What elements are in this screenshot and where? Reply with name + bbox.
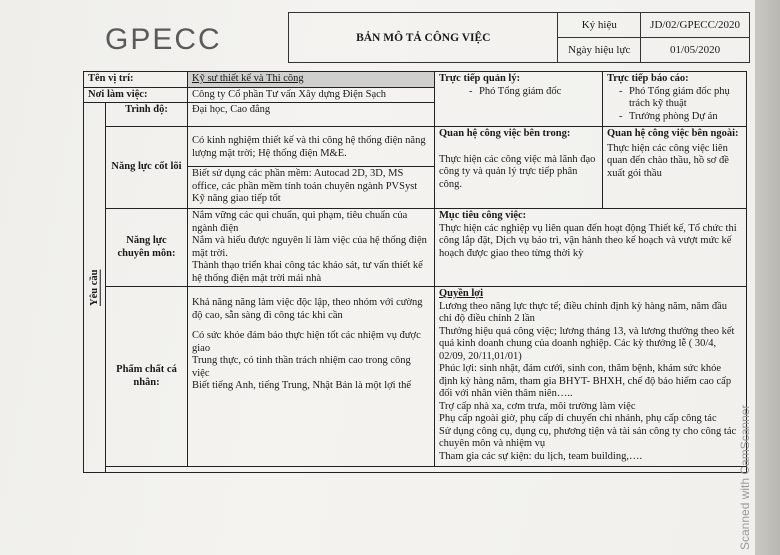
internal-relations-cell [435,127,603,209]
objective-label: Mục tiêu công việc: [439,210,527,221]
direct-report-item: - Trưởng phòng Dự án [629,111,742,124]
professional-line: Thành thạo triển khai công tác khảo sát, tư vấn thiết kế hệ thống điện mặt trời mái nhà [192,260,423,284]
external-text: Thực hiện các công việc liên quan đến chào thầu, hồ sơ đề xuất gói thầu [607,142,729,179]
benefit-line: Thưởng hiệu quả công việc; lương tháng 13, và lương thưởng theo kết quả kinh doanh chung của doanh nghiệp. Các kỳ thưởng lễ ( 30/4, 02/09, 20/11,01/01) [439,325,735,362]
camscanner-watermark: Scanned with CamScanner [738,404,752,550]
gpecc-logo [97,21,267,55]
quality-line: Biết tiếng Anh, tiếng Trung, Nhật Bản là một lợi thế [192,380,412,391]
benefit-line: Trợ cấp nhà xa, cơm trưa, môi trường làm việc [439,400,636,412]
workplace-value: Công ty Cổ phần Tư vấn Xây dựng Điện Sạch [188,87,435,103]
core-line: Kỹ năng giao tiếp tốt [192,193,281,204]
direct-report-list [607,86,742,124]
objective-text: Thực hiện các nghiệp vụ liên quan đến hoạt động Thiết kế, Tổ chức thi công lắp đặt, Dịch vụ bảo trì, vận hành theo kế hoạch và vượt mức kế hoạch được giao theo từng thời kỳ [439,222,737,259]
internal-label: Quan hệ công việc bên trong: [439,128,571,139]
position-label: Tên vị trí: [84,72,188,88]
benefit-line: Lương theo năng lực thực tế; điều chỉnh định kỳ hàng năm, năm đầu chỉ độ điều chỉnh 2 lần [439,300,727,324]
date-label: Ngày hiệu lực [558,38,641,63]
professional-line: Nắm vững các qui chuẩn, qui phạm, tiêu chuẩn của ngành điện [192,210,408,234]
qualities-label: Phẩm chất cá nhân: [106,287,188,467]
direct-report-cell [603,72,747,127]
benefit-line: Phúc lợi: sinh nhật, đám cưới, sinh con, thăm bệnh, khám sức khỏe định kỳ hàng năm, tham gia BHYT- BHXH, chế độ bảo hiểm cao cấp đối với nhân viên thâm niên….. [439,363,732,399]
core-label: Năng lực cốt lõi [106,127,188,209]
benefit-line: Tham gia các sự kiện: du lịch, team building,…. [439,450,643,462]
external-relations-cell [603,127,747,209]
code-value: JD/02/GPECC/2020 [641,13,750,38]
direct-report-label: Trực tiếp báo cáo: [607,73,689,84]
direct-manager-item: - Phó Tổng giám đốc [479,86,598,99]
internal-text: Thực hiện các công việc mà lãnh đạo công ty và quản lý trực tiếp phân công. [439,153,596,190]
requirements-label: Yêu cầu [84,103,106,473]
logo-text: GPECC [105,22,222,55]
external-label: Quan hệ công việc bên ngoài: [607,128,739,139]
position-value: Kỹ sư thiết kế và Thi công [188,72,435,88]
core-skills-cell [188,167,435,209]
job-description-table [83,71,747,473]
benefit-line: Phụ cấp ngoài giờ, phụ cấp di chuyển chi nhánh, phụ cấp công tác [439,413,717,424]
quality-line: Trung thực, có tinh thần trách nhiệm cao trong công việc [192,355,411,379]
education-value: Đại học, Cao đẳng [188,103,435,127]
quality-line: Khả năng năng làm việc độc lập, theo nhóm với cường độ cao, sẵn sàng đi công tác khi cần [192,297,423,321]
document-title: BẢN MÔ TẢ CÔNG VIỆC [289,13,558,63]
professional-line: Nắm và hiểu được nguyên lí làm việc của hệ thống điện mặt trời. [192,235,427,259]
quality-line: Có sức khỏe đảm bảo thực hiện tốt các nhiệm vụ được giao [192,330,421,354]
objective-cell [435,209,747,287]
direct-manager-cell [435,72,603,127]
core-line: Biết sử dụng các phần mềm: Autocad 2D, 3D, MS office, các phần mềm tính toán chuyên ngành PVSyst [192,168,418,192]
page-edge-shadow [755,0,780,555]
qualities-cell [188,287,435,467]
benefit-line: Sử dụng công cụ, dụng cụ, phương tiện và tài sản công ty cho công tác chuyên môn và nhiệm vụ [439,425,737,449]
professional-cell [188,209,435,287]
direct-manager-list [439,86,598,99]
workplace-label: Nơi làm việc: [84,87,188,103]
experience-text: Có kinh nghiệm thiết kế và thi công hệ thống điện năng lượng mặt trời; Hệ thống điện M&E. [188,127,435,167]
logo-cell [76,13,289,63]
benefits-label: Quyền lợi [439,288,484,299]
benefits-cell [435,287,747,467]
date-value: 01/05/2020 [641,38,750,63]
direct-manager-label: Trực tiếp quản lý: [439,73,521,84]
direct-report-item: - Phó Tổng giám đốc phụ trách kỹ thuật [629,86,742,111]
table-bottom-spacer [106,467,747,473]
document-header [76,12,750,63]
education-label: Trình độ: [106,103,188,127]
professional-label: Năng lực chuyên môn: [106,209,188,287]
code-label: Ký hiệu [558,13,641,38]
